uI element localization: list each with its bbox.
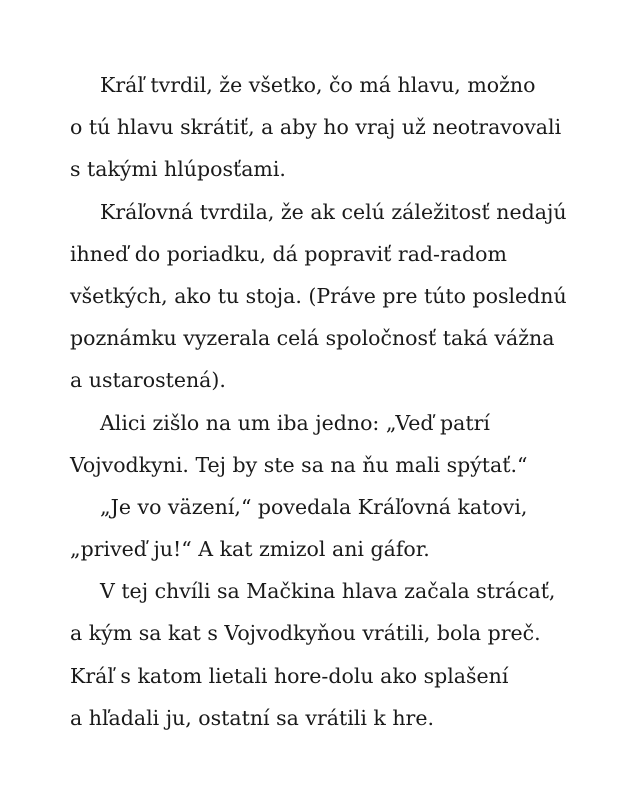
paragraph-2-line-5: a ustarostená). — [70, 368, 226, 393]
paragraph-2-line-2: ihneď do poriadku, dá popraviť rad-radom — [70, 241, 507, 266]
body-text — [70, 64, 590, 739]
paragraph-3-line-1: Alici zišlo na um iba jedno: „Veď patrí — [100, 410, 490, 435]
paragraph-5-line-2: a kým sa kat s Vojvodkyňou vrátili, bola preč. — [70, 621, 541, 646]
paragraph-2-line-3: všetkých, ako tu stoja. (Práve pre túto poslednú — [70, 283, 567, 308]
paragraph-4-line-1: „Je vo väzení,“ povedala Kráľovná katovi, — [100, 494, 528, 519]
paragraph-2-line-4: poznámku vyzerala celá spoločnosť taká vážna — [70, 326, 555, 351]
paragraph-3-line-2: Vojvodkyni. Tej by ste sa na ňu mali spýtať.“ — [70, 452, 528, 477]
paragraph-5-line-1: V tej chvíli sa Mačkina hlava začala strácať, — [100, 579, 556, 604]
paragraph-5-line-4: a hľadali ju, ostatní sa vrátili k hre. — [70, 705, 434, 730]
paragraph-1-line-3: s takými hlúposťami. — [70, 157, 286, 182]
paragraph-1-line-1: Kráľ tvrdil, že všetko, čo má hlavu, možno — [100, 73, 536, 97]
paragraph-5-line-3: Kráľ s katom lietali hore-dolu ako splašení — [70, 663, 509, 688]
paragraph-4-line-2: „priveď ju!“ A kat zmizol ani gáfor. — [70, 537, 430, 562]
paragraph-2-line-1: Kráľovná tvrdila, že ak celú záležitosť nedajú — [100, 199, 567, 224]
paragraph-1-line-2: o tú hlavu skrátiť, a aby ho vraj už neotravovali — [70, 115, 562, 140]
